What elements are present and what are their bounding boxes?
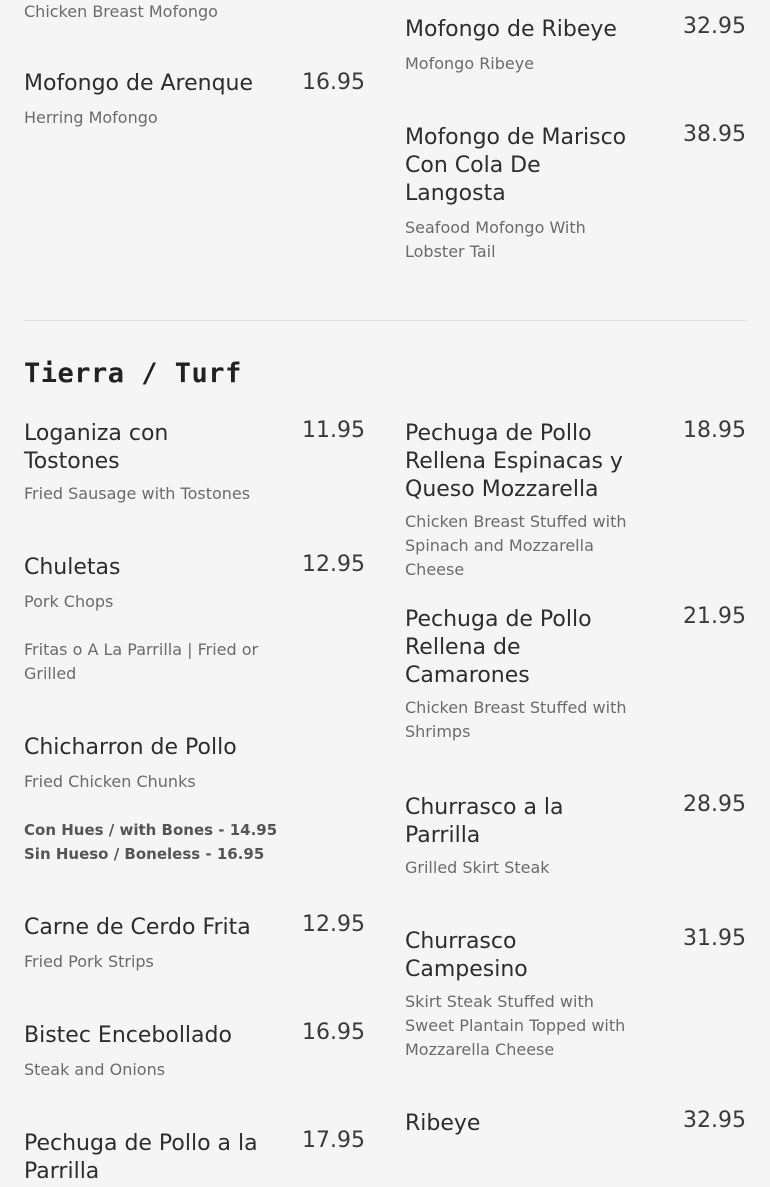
menu-item-name: Churrasco Campesino xyxy=(405,929,528,982)
menu-item-loganiza xyxy=(24,420,254,506)
menu-item-note: Fritas o A La Parrilla | Fried or Grilled xyxy=(24,640,259,683)
menu-item-desc: Mofongo Ribeye xyxy=(405,54,535,73)
menu-item-bistec xyxy=(24,1022,264,1082)
menu-item-desc: Herring Mofongo xyxy=(24,108,158,127)
menu-item-name: Chuletas xyxy=(24,555,121,580)
menu-item-price: 12.95 xyxy=(302,912,365,937)
menu-item-price: 11.95 xyxy=(302,418,365,443)
menu-item-pollo-espinacas xyxy=(405,420,650,582)
menu-item-price: 21.95 xyxy=(683,604,746,629)
menu-item-desc: Seafood Mofongo With Lobster Tail xyxy=(405,218,586,261)
menu-item-name: Pechuga de Pollo Rellena Espinacas y Queso Mozzarella xyxy=(405,421,623,502)
menu-item-desc: Chicken Breast Stuffed with Shrimps xyxy=(405,698,627,741)
menu-item-desc: Fried Pork Strips xyxy=(24,952,154,971)
menu-item-campesino xyxy=(405,928,645,1062)
menu-item-chuletas xyxy=(24,554,264,686)
menu-item-price: 32.95 xyxy=(683,14,746,39)
menu-item-mofongo-marisco xyxy=(405,124,645,264)
menu-item-desc: Fried Sausage with Tostones xyxy=(24,484,251,503)
menu-item-mofongo-arenque xyxy=(24,70,264,130)
menu-item-price: 31.95 xyxy=(683,926,746,951)
menu-item-name: Loganiza con Tostones xyxy=(24,421,169,474)
menu-item-pollo-parrilla xyxy=(24,1130,264,1186)
menu-item-price: 16.95 xyxy=(302,70,365,95)
menu-item-name: Carne de Cerdo Frita xyxy=(24,915,251,940)
menu-item-option: Sin Hueso / Boneless - 16.95 xyxy=(24,845,265,863)
menu-item-name: Mofongo de Marisco Con Cola De Langosta xyxy=(405,125,627,206)
menu-item-pollo-camarones xyxy=(405,606,635,744)
menu-item-desc: Pork Chops xyxy=(24,592,114,611)
menu-item-price: 18.95 xyxy=(683,418,746,443)
menu-item-name: Pechuga de Pollo Rellena de Camarones xyxy=(405,607,592,688)
menu-item-desc: Grilled Skirt Steak xyxy=(405,858,550,877)
menu-item-price: 17.95 xyxy=(302,1128,365,1153)
menu-item-price: 16.95 xyxy=(302,1020,365,1045)
menu-item-option: Con Hues / with Bones - 14.95 xyxy=(24,821,278,839)
menu-item-name: Bistec Encebollado xyxy=(24,1023,232,1048)
menu-item-cerdo xyxy=(24,914,264,974)
menu-item-ribeye xyxy=(405,1110,645,1138)
menu-item-desc: Chicken Breast Stuffed with Spinach and Mozzarella Cheese xyxy=(405,512,627,579)
menu-item-price: 12.95 xyxy=(302,552,365,577)
menu-item-desc: Chicken Breast Mofongo xyxy=(24,2,218,21)
menu-item-desc: Skirt Steak Stuffed with Sweet Plantain Topped with Mozzarella Cheese xyxy=(405,992,626,1059)
section-title: Tierra / Turf xyxy=(24,358,242,389)
menu-item-name: Pechuga de Pollo a la Parrilla xyxy=(24,1131,258,1184)
section-divider xyxy=(24,320,746,321)
menu-item-churrasco xyxy=(405,794,615,880)
menu-item-desc: Fried Chicken Chunks xyxy=(24,772,196,791)
menu-item-price: 38.95 xyxy=(683,122,746,147)
menu-item-name: Chicharron de Pollo xyxy=(24,735,237,760)
menu-item-name: Mofongo de Ribeye xyxy=(405,17,617,42)
menu-item-chicharron xyxy=(24,734,284,866)
menu-item-name: Mofongo de Arenque xyxy=(24,71,254,96)
menu-item-name: Ribeye xyxy=(405,1111,481,1136)
menu-item-mofongo-ribeye xyxy=(405,16,645,76)
menu-item-desc: Steak and Onions xyxy=(24,1060,166,1079)
menu-item-price: 32.95 xyxy=(683,1108,746,1133)
menu-item-name: Churrasco a la Parrilla xyxy=(405,795,564,848)
menu-item-price: 28.95 xyxy=(683,792,746,817)
